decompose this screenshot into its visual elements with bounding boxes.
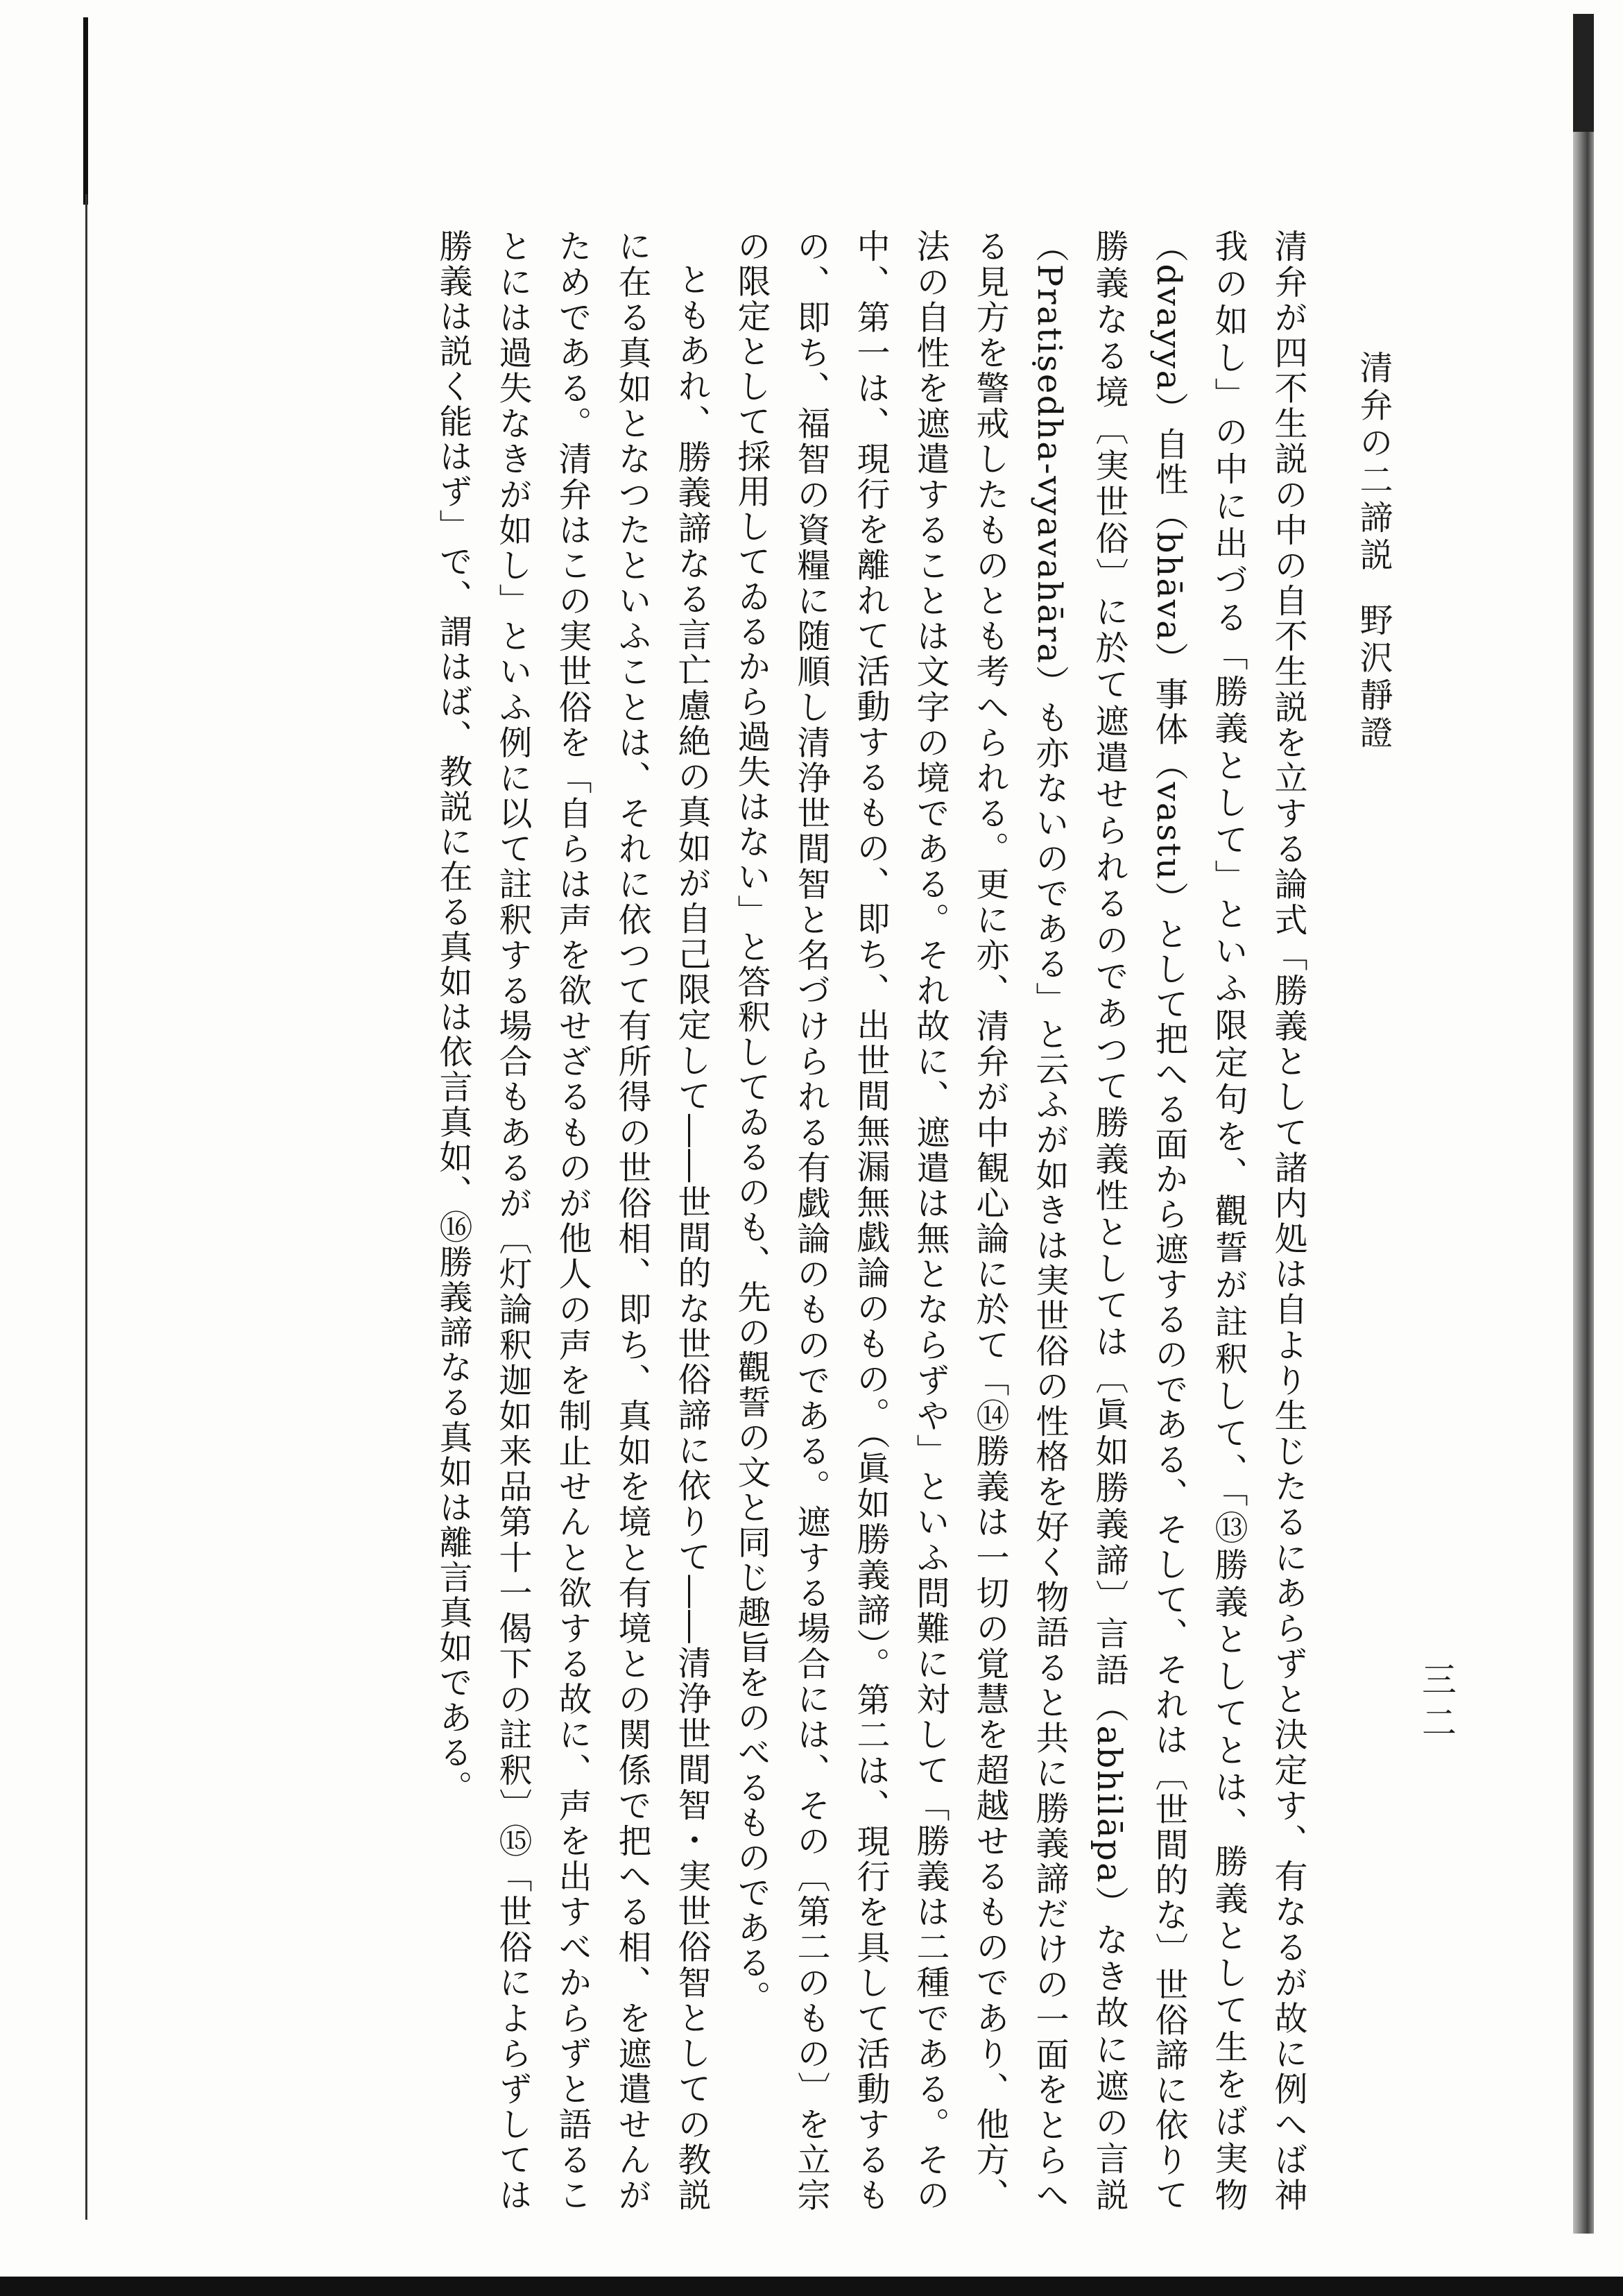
scan-edge-right-top (1573, 14, 1594, 132)
page-number: 三二 (1416, 1661, 1457, 1747)
running-head-title: 清弁の二諦説 (1354, 350, 1393, 575)
scan-edge-bottom (0, 2277, 1623, 2296)
paragraph-1: 清弁が四不生説の中の自不生説を立する論式「勝義として諸内処は自より生じたるにあらずと決定す、有なるが故に例へば神我の如し」の中に出づる「勝義として」といふ限定句を、觀誓が註釈して、「⑬勝義としてとは、勝義として生をば実物（dvayya）自性（bhāva）事体（vastu）として把へる面から遮するのである、そして、それは〔世間的な〕世俗諦に依りて勝義なる境〔実世俗〕に於て遮遣せられるのであつて勝義性としては〔眞如勝義諦〕言語（abhilāpa）なき故に遮の言説（Pratiṣedha-vyavahāra）も亦ないのである」と云ふが如きは実世俗の性格を好く物語ると共に勝義諦だけの一面をとらへる見方を警戒したものとも考へられる。更に亦、清弁が中観心論に於て「⑭勝義は一切の覚慧を超越せるものであり、他方、法の自性を遮遣することは文字の境である。それ故に、遮遣は無とならずや」といふ問難に対して「勝義は二種である。その中、第一は、現行を離れて活動するもの、即ち、出世間無漏無戯論のもの。（眞如勝義諦）。第二は、現行を具して活動するもの、即ち、福智の資糧に随順し清浄世間智と名づけられる有戯論のものである。遮する場合には、その〔第二のもの〕を立宗の限定として採用してゐるから過失はない」と答釈してゐるのも、先の觀誓の文と同じ趣旨をのべるものである。 (732, 229, 1307, 2213)
scan-edge-left (83, 17, 88, 205)
running-head (1352, 350, 1394, 753)
paragraph-2: ともあれ、勝義諦なる言亡慮絶の真如が自己限定して――世間的な世俗諦に依りて――清浄世間智・実世俗智としての教説に在る真如となつたといふことは、それに依つて有所得の世俗相、即ち、真如を境と有境との関係で把へる相、を遮遣せんがためである。清弁はこの実世俗を「自らは声を欲せざるものが他人の声を制止せんと欲する故に、声を出すべからずと語ることには過失なきが如し」といふ例に以て註釈する場合もあるが〔灯論釈迦如来品第十一偈下の註釈〕⑮「世俗によらずしては勝義は説く能はず」で、謂はば、教説に在る真如は依言真如、⑯勝義諦なる真如は離言真如である。 (433, 229, 711, 2213)
running-head-author: 野沢靜證 (1354, 603, 1393, 753)
scan-edge-right (1573, 14, 1594, 2234)
scan-edge-left-line (85, 194, 87, 2220)
body-text (229, 229, 1318, 2213)
